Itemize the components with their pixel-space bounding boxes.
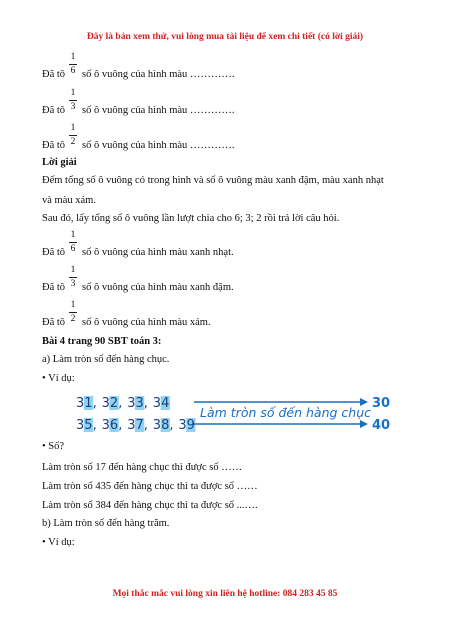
example-label: • Ví dụ: [42, 373, 75, 384]
fraction-numerator: 1 [70, 88, 76, 98]
fraction [68, 52, 78, 77]
fill-line: Làm tròn số 384 đến hàng chục thì ta được số ...…. [42, 500, 258, 511]
answer-row-1 [42, 230, 402, 264]
number-label: 37 [127, 418, 144, 433]
question-label: • Số? [42, 441, 65, 452]
fraction [68, 123, 78, 148]
fraction-denominator: 2 [70, 137, 76, 147]
result-bottom: 40 [372, 418, 391, 433]
fraction [68, 88, 78, 113]
fraction-denominator: 3 [70, 102, 76, 112]
fraction-numerator: 1 [70, 265, 76, 275]
fraction-denominator: 6 [70, 66, 76, 76]
number-label: 39 [178, 418, 195, 433]
comma-separator: , [92, 418, 97, 433]
solution-text: Đếm tổng số ô vuông có trong hình và số ô vuông màu xanh đậm, màu xanh nhạt [42, 175, 384, 186]
example-label: • Ví dụ: [42, 537, 75, 548]
row-suffix: số ô vuông của hình màu …………. [82, 69, 235, 80]
arrow-bottom-head [360, 420, 368, 428]
fraction-bar [69, 100, 77, 101]
fraction-bar [69, 242, 77, 243]
fraction-denominator: 2 [70, 314, 76, 324]
fraction-numerator: 1 [70, 123, 76, 133]
preview-banner: Đây là bản xem thử, vui lòng mua tài liệu để xem chi tiết (có lời giải) [86, 32, 364, 42]
row-prefix: Đã tô [42, 317, 66, 328]
number-label: 36 [101, 418, 119, 433]
row-suffix: số ô vuông của hình màu xanh nhạt. [82, 247, 234, 258]
fraction-bar [69, 64, 77, 65]
fraction-numerator: 1 [70, 300, 76, 310]
number-label: 34 [152, 396, 170, 411]
row-prefix: Đã tô [42, 105, 66, 116]
fraction-numerator: 1 [70, 52, 76, 62]
row-suffix: số ô vuông của hình màu xám. [82, 317, 211, 328]
number-label: 32 [101, 396, 119, 411]
fill-line: Làm tròn số 17 đến hàng chục thì được số …… [42, 462, 243, 473]
arrow-label: Làm tròn số đến hàng chục [200, 405, 372, 420]
question-row-2 [42, 88, 402, 122]
number-label: 38 [152, 418, 170, 433]
row-suffix: số ô vuông của hình màu …………. [82, 140, 235, 151]
comma-separator: , [92, 396, 97, 411]
row-suffix: số ô vuông của hình màu xanh đậm. [82, 282, 234, 293]
number-label: 35 [76, 418, 93, 433]
row-prefix: Đã tô [42, 140, 66, 151]
row-prefix: Đã tô [42, 69, 66, 80]
fraction [68, 230, 78, 255]
fraction-bar [69, 312, 77, 313]
number-label: 31 [76, 396, 93, 411]
comma-separator: , [143, 396, 148, 411]
comma-separator: , [143, 418, 148, 433]
result-top: 30 [372, 396, 391, 411]
number-row-bottom [76, 418, 196, 433]
fraction [68, 300, 78, 325]
solution-title: Lời giải [42, 157, 77, 168]
fraction-denominator: 6 [70, 244, 76, 254]
exercise-title: Bài 4 trang 90 SBT toán 3: [42, 336, 162, 347]
question-row-1 [42, 52, 402, 86]
part-b-heading: b) Làm tròn số đến hàng trăm. [42, 518, 170, 529]
solution-text: Sau đó, lấy tổng số ô vuông lần lượt chia cho 6; 3; 2 rồi trả lời câu hỏi. [42, 213, 340, 224]
fraction-bar [69, 277, 77, 278]
answer-row-2 [42, 265, 402, 299]
comma-separator: , [169, 418, 174, 433]
fill-line: Làm tròn số 435 đến hàng chục thì ta được số …… [42, 481, 258, 492]
question-row-3 [42, 123, 402, 157]
solution-text: và màu xám. [42, 195, 96, 206]
number-label: 33 [127, 396, 144, 411]
fraction [68, 265, 78, 290]
number-row-top [76, 396, 170, 411]
row-prefix: Đã tô [42, 282, 66, 293]
part-a-heading: a) Làm tròn số đến hàng chục. [42, 354, 170, 365]
row-prefix: Đã tô [42, 247, 66, 258]
fraction-denominator: 3 [70, 279, 76, 289]
rounding-example-figure [70, 390, 400, 438]
comma-separator: , [118, 396, 123, 411]
row-suffix: số ô vuông của hình màu …………. [82, 105, 235, 116]
hotline-footer: Mọi thắc mắc vui lòng xin liên hệ hotline: 084 283 45 85 [112, 589, 338, 599]
comma-separator: , [118, 418, 123, 433]
answer-row-3 [42, 300, 402, 334]
fraction-numerator: 1 [70, 230, 76, 240]
fraction-bar [69, 135, 77, 136]
